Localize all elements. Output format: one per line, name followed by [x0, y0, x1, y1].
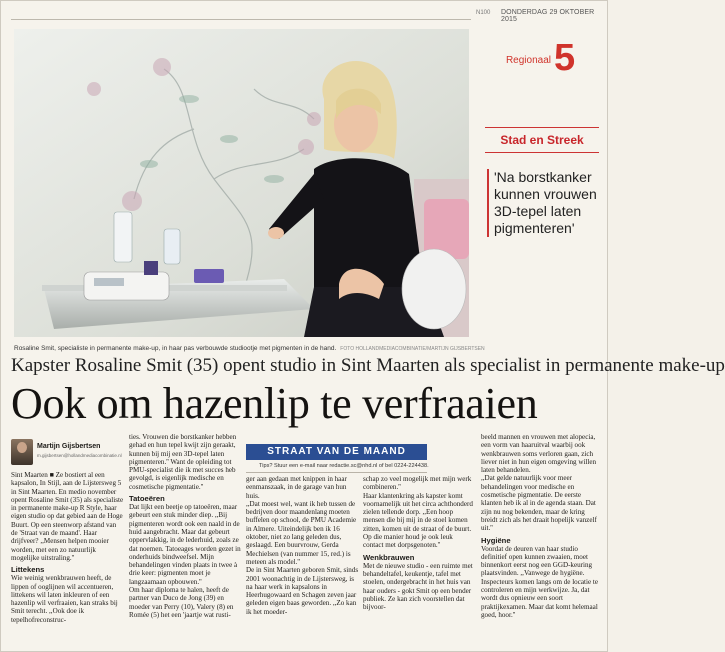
- article-column-3: [246, 475, 359, 646]
- section-label: Regionaal: [505, 55, 551, 66]
- header-rule: [11, 19, 471, 20]
- paragraph: ger aan gedaan met knippen in haar eenmanszaak, in de garage van hun huis.: [246, 475, 347, 500]
- paragraph: ties. Vrouwen die borstkanker hebben gehad en hun tepel kwijt zijn geraakt, kunnen bij mij een 3D-tepel laten pigmenteren.'' Want de opleiding tot PMU-specialist die ik met succes heb gevolgd, is eigenlijk medische en cosmetische pigmentatie.'': [129, 433, 237, 491]
- paragraph: beeld mannen en vrouwen met alopecia, een vorm van haaruitval waarbij ook wenkbrauwen soms verloren gaan, zich liever niet in hun eigen omgeving willen laten behandelen.: [481, 433, 597, 475]
- banner-rule: [246, 472, 427, 473]
- subheading: Wenkbrauwen: [363, 552, 415, 562]
- paragraph: De in Sint Maarten geboren Smit, sinds 2001 woonachtig in de Lijstersweg, is na haar werk in kapsalons in Heerhugowaard en Schagen zeven jaar geleden eigen baas geworden. ,,Zo kan ik het moeder-: [246, 566, 359, 616]
- article-column-2: [129, 433, 241, 646]
- byline: [11, 439, 126, 469]
- subheading: Tatoeëren: [129, 494, 165, 504]
- author-name: Martijn Gijsbertsen: [37, 443, 101, 450]
- headline: Ook om hazenlip te verfraaien: [11, 379, 538, 428]
- paragraph: ,,Dat moest wel, want ik heb tussen de bedrijven door maandenlang moeten buffelen op school, de PMU Academie in Almere. Uiteindelijk ben ik 16 oktober, niet zo lang geleden dus, geslaagd. Een buurvrouw, Gerda Mechielsen (van nummer 15, red.) is meteen als model.'': [246, 499, 357, 566]
- subheading: Littekens: [11, 565, 45, 575]
- photo-caption: [14, 345, 494, 352]
- article-column-1: [11, 471, 124, 646]
- section-heading: Stad en Streek: [485, 127, 599, 153]
- page-code: N100: [476, 10, 491, 16]
- paragraph: Sint Maarten ■ Ze bostiert al een kapsalon, In Stijl, aan de Lijstersweg 5 in Sint Maarten. En medio november opent Rosaline Smit (35) als specialiste in permanente make-up R Style, haar eigen studio op dat gebied aan de Hoge Buurt. Op een steenworp afstand van de 'Straat van de maand'. Haar drijfveer? ,,Mensen helpen mooier worden, met een zo natuurlijk mogelijke uitstraling.'': [11, 471, 124, 562]
- article-column-5: [481, 433, 599, 646]
- street-banner: STRAAT VAN DE MAAND: [246, 444, 427, 460]
- paragraph: Haar klantenkring als kapster komt voornamelijk uit het circa achthonderd zielen tellende dorp. ,,Een hoop mensen die bij mij in de stoel komen zitten, komen uit de straat of de buurt. Op die manier houd je ook leuk contact met dorpsgenoten.'': [363, 491, 473, 550]
- paragraph: schap zo veel mogelijk met mijn werk combineren.'': [363, 475, 472, 492]
- photo-credit: FOTO HOLLANDMEDIACOMBINATIE/MARTIJN GIJSBERTSEN: [340, 346, 485, 352]
- paragraph: Om haar diploma te halen, heeft de partner van Duco de Jong (39) en moeder van Perry (10), Valery (8) en Romée (5) het een 'jaartje wat rusti-: [129, 586, 234, 619]
- caption-text: Rosaline Smit, specialiste in permanente make-up, in haar pas verbouwde studiootje met pigmenten in de hand.: [14, 345, 337, 352]
- photo-illustration: [14, 29, 469, 337]
- page-date: DONDERDAG 29 OKTOBER 2015: [501, 9, 595, 23]
- author-avatar: [11, 439, 33, 465]
- article-column-4: [363, 475, 475, 646]
- subheading: Hygiëne: [481, 535, 511, 545]
- paragraph: Dat lijkt een beetje op tatoeëren, maar gebeurt een stuk minder diep. ,,Bij pigmenteren wordt ook een naald in de huid aangebracht. Maar dat gebeurt oppervlakkig, in de lederhuid, zoals ze dat noemen. Tatoeages worden gezet in onderhuids bindweefsel. Mijn behandelingen vinden plaats in twee à drie keer: pigmenten moet je langzaamaan opbouwen.'': [129, 503, 241, 586]
- paragraph: ,,Dat gelde natuurlijk voor meer behandelingen voor medische en cosmetische pigmentatie. De eerste klanten heb ik al in de agenda staan. Dat zijn nu nog bekenden, maar de kring breidt zich als het draait hopelijk vanzelf uit.'': [481, 474, 597, 533]
- article-photo: [14, 29, 469, 337]
- paragraph: Wie weinig wenkbrauwen heeft, de lippen of ooglijnen wil accentueren, littekens wil laten inkleuren of een hazenlip wil verfraaien, kan straks bij Smit terecht. ,,Ook doe ik tepelhofreconstruc-: [11, 574, 118, 624]
- kicker: Kapster Rosaline Smit (35) opent studio in Sint Maarten als specialist in permanente make-up: [11, 355, 725, 376]
- tip-line: Tips? Stuur een e-mail naar redactie.sc@nhd.nl of bel 0224-224438.: [259, 463, 429, 469]
- paragraph: Met de nieuwe studio - een ruimte met behandeltafel, keukentje, tafel met stoelen, ondergebracht in het huis van haar ouders - gokt Smit op een bender publiek. Ze kan zich voorstellen dat bijvoor-: [363, 561, 473, 612]
- author-email: m.gijsbertsen@hollandmediacombinatie.nl: [37, 453, 122, 458]
- section-number: 5: [554, 37, 576, 79]
- pull-quote: 'Na borstkanker kunnen vrouwen 3D-tepel laten pigmenteren': [487, 169, 604, 237]
- paragraph: Voordat de deuren van haar studio definitief open kunnen zwaaien, moet binnenkort eerst nog een GGD-keuring plaatsvinden. ,,Vanwege de hygiëne. Inspecteurs komen langs om de locatie te controleren en mijn werkwijze. Ja, dat wordt dus opnieuw een soort praktijkexamen. Maar dat komt helemaal goed, hoor.'': [481, 544, 599, 619]
